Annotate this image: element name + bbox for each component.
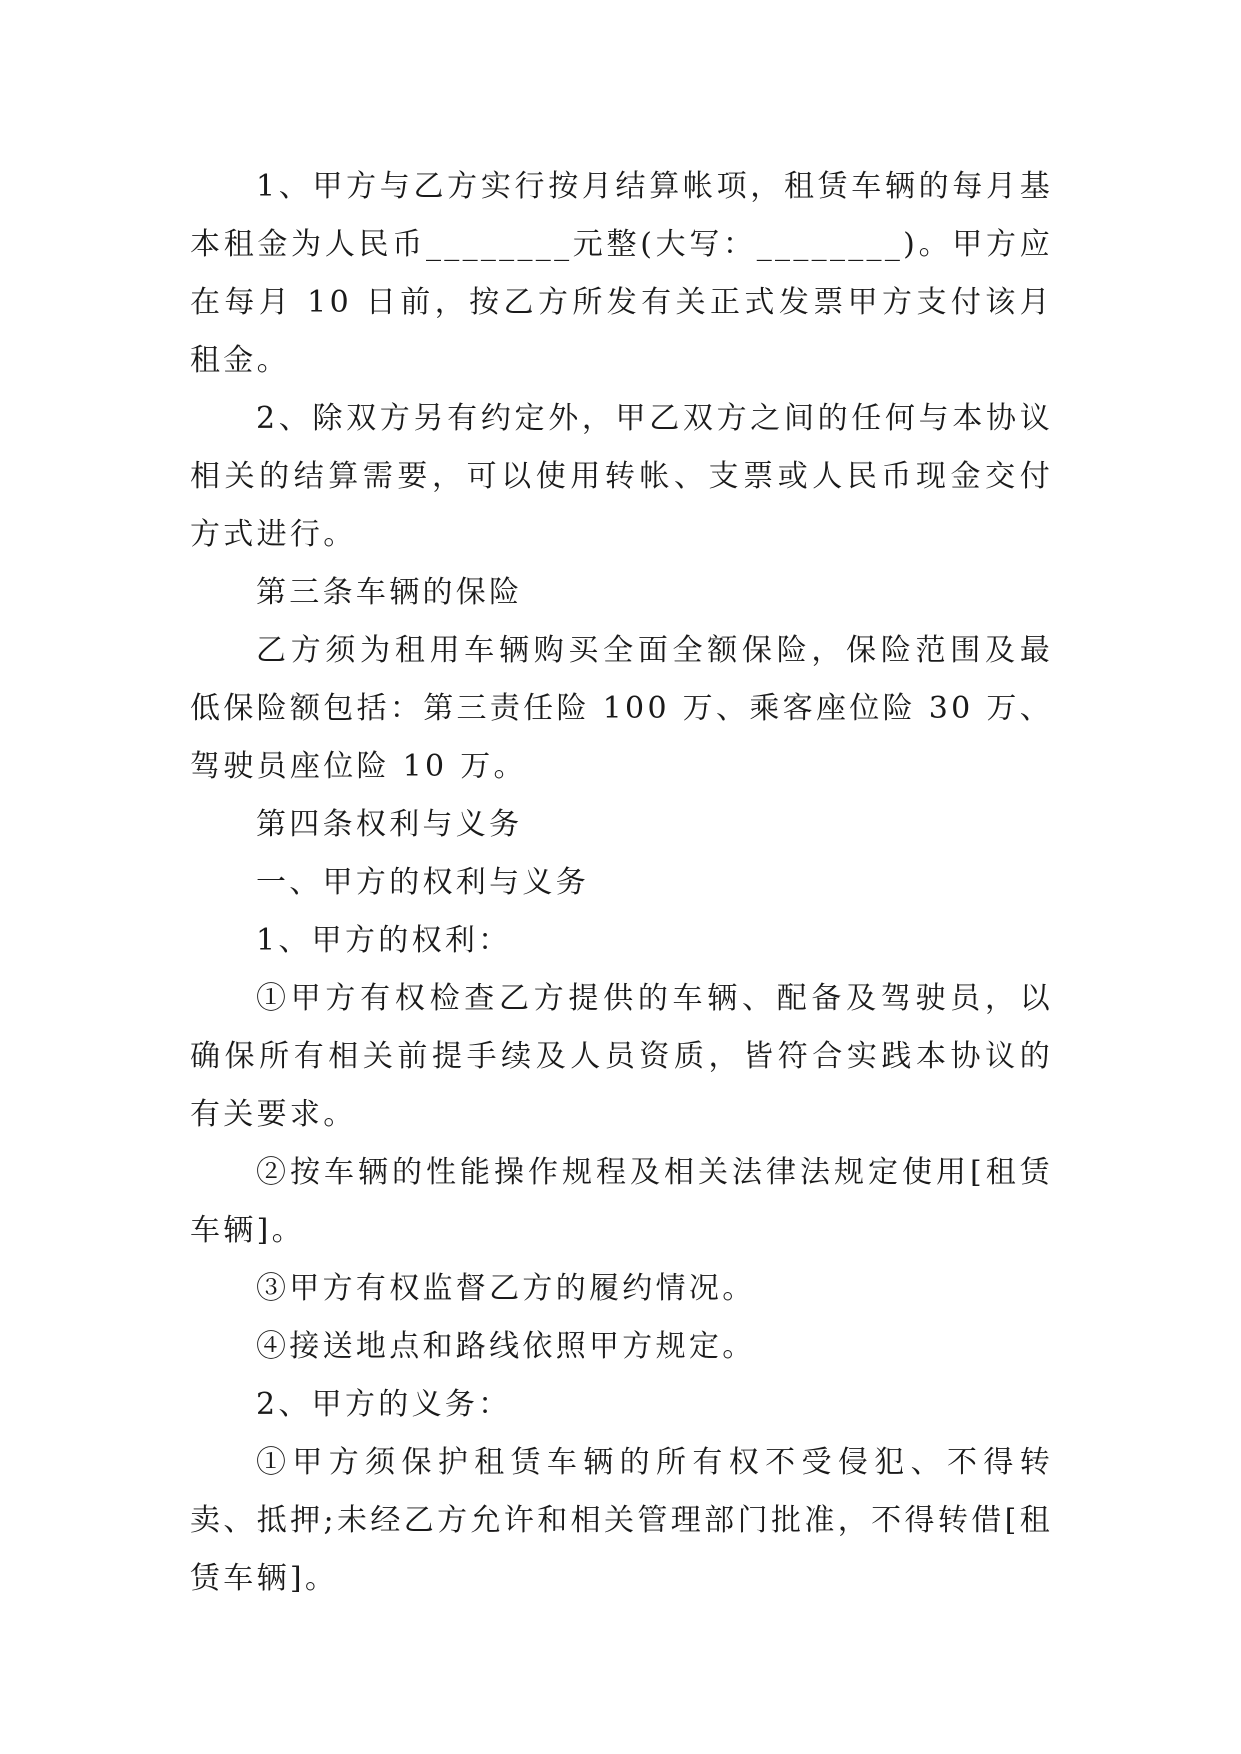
paragraph-payment-methods: 2、除双方另有约定外，甲乙双方之间的任何与本协议相关的结算需要，可以使用转帐、支票或人民币现金交付方式进行。 [190,401,1053,552]
heading-party-a-rights: 1、甲方的权利： [256,923,512,958]
paragraph-duty-1: ①甲方须保护租赁车辆的所有权不受侵犯、不得转卖、抵押;未经乙方允许和相关管理部门批准，不得转借[租赁车辆]。 [190,1445,1053,1596]
heading-party-a-duties: 2、甲方的义务： [256,1387,512,1422]
paragraph-right-4: ④接送地点和路线依照甲方规定。 [256,1329,756,1364]
paragraph-right-2: ②按车辆的性能操作规程及相关法律法规定使用[租赁车辆]。 [190,1155,1053,1248]
heading-article-3: 第三条车辆的保险 [256,575,523,610]
paragraph-insurance: 乙方须为租用车辆购买全面全额保险，保险范围及最低保险额包括：第三责任险 100 万、乘客座位险 30 万、驾驶员座位险 10 万。 [190,633,1053,784]
heading-article-4: 第四条权利与义务 [256,807,523,842]
paragraph-right-3: ③甲方有权监督乙方的履约情况。 [256,1271,756,1306]
heading-party-a-rights-duties: 一、甲方的权利与义务 [256,865,589,900]
paragraph-right-1: ①甲方有权检查乙方提供的车辆、配备及驾驶员，以确保所有相关前提手续及人员资质，皆符合实践本协议的有关要求。 [190,981,1053,1132]
paragraph-settlement-rent: 1、甲方与乙方实行按月结算帐项，租赁车辆的每月基本租金为人民币________元整(大写：________)。甲方应在每月 10 日前，按乙方所发有关正式发票甲方支付该月租金。 [190,169,1053,378]
document-page [190,158,1053,1608]
